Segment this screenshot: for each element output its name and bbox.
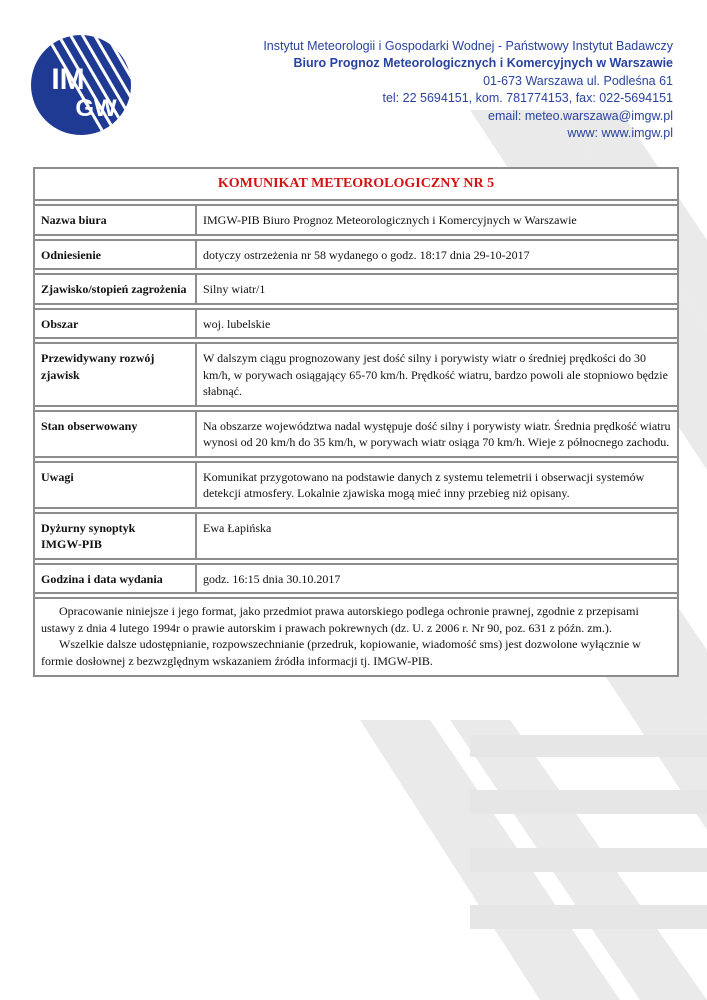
row-value: IMGW-PIB Biuro Prognoz Meteorologicznych i Komercyjnych w Warszawie — [203, 213, 577, 227]
row-label: Godzina i data wydania — [41, 571, 163, 586]
row-value: Komunikat przygotowano na podstawie danych z systemu telemetrii i obserwacji systemów detekcji atmosfery. Lokalnie zjawiska mogą mieć inny przebieg niż opisany. — [203, 469, 645, 500]
communique-table — [35, 169, 677, 594]
institute-header — [263, 38, 673, 142]
row-value: dotyczy ostrzeżenia nr 58 wydanego o godz. 18:17 dnia 29-10-2017 — [203, 247, 530, 262]
table-row — [35, 411, 677, 457]
row-value: Ewa Łapińska — [203, 520, 272, 535]
phone-line: tel: 22 5694151, kom. 781774153, fax: 022-5694151 — [382, 91, 673, 106]
row-label: Obszar — [41, 316, 79, 331]
bureau-name: Biuro Prognoz Meteorologicznych i Komercyjnych w Warszawie — [293, 56, 673, 71]
row-label: Uwagi — [41, 469, 74, 484]
row-label: Przewidywany rozwój zjawisk — [41, 351, 155, 382]
row-label: Dyżurny synoptyk IMGW-PIB — [41, 520, 136, 551]
communique-title: KOMUNIKAT METEOROLOGICZNY NR 5 — [35, 169, 677, 200]
table-row — [35, 462, 677, 508]
table-row — [35, 564, 677, 594]
row-value: Na obszarze województwa nadal występuje dość silny i porywisty wiatr. Średnia prędkość wiatru wynosi od 20 km/h do 35 km/h, w porywach wiatr osiąga 70 km/h. Wieje z północnego zachodu. — [203, 418, 671, 449]
copyright-notice — [35, 597, 677, 675]
copyright-paragraph: Opracowanie niniejsze i jego format, jako przedmiot prawa autorskiego podlega ochronie prawnej, zgodnie z przepisami ustawy z dnia 4 lutego 1994r o prawie autorskim i prawach pokrewnych (dz. U. z 2006 r. Nr 90, poz. 631 z późn. zm.). — [41, 604, 639, 635]
row-value: godz. 16:15 dnia 30.10.2017 — [203, 571, 341, 586]
website-line[interactable]: www: www.imgw.pl — [567, 126, 673, 141]
svg-text:GW: GW — [75, 95, 117, 122]
redistribution-paragraph: Wszelkie dalsze udostępnianie, rozpowszechnianie (przedruk, kopiowanie, wiadomość sms) jest dozwolone wyłącznie w formie dosłownej z bezwzględnym wskazaniem źródła informacji tj. IMGW-PIB. — [41, 637, 641, 668]
row-value: woj. lubelskie — [203, 316, 271, 331]
table-row — [35, 513, 677, 559]
row-value: W dalszym ciągu prognozowany jest dość silny i porywisty wiatr o średniej prędkości do 30 km/h, w porywach osiągający 65-70 km/h. Prędkość wiatru, bardzo powoli ale stopniowo będzie słabnąć. — [203, 351, 668, 398]
institute-name: Instytut Meteorologii i Gospodarki Wodnej - Państwowy Instytut Badawczy — [263, 39, 673, 53]
imgw-logo — [30, 34, 132, 136]
table-row — [35, 274, 677, 304]
row-label: Odniesienie — [41, 247, 102, 262]
table-row — [35, 240, 677, 270]
table-row — [35, 205, 677, 235]
svg-text:IM: IM — [51, 63, 85, 96]
row-label: Zjawisko/stopień zagrożenia — [41, 282, 187, 296]
row-label: Nazwa biura — [41, 213, 107, 227]
communique-box — [33, 167, 679, 677]
row-value: Silny wiatr/1 — [203, 282, 266, 296]
row-label: Stan obserwowany — [41, 418, 138, 433]
table-row — [35, 343, 677, 406]
email-line[interactable]: email: meteo.warszawa@imgw.pl — [488, 108, 673, 123]
address: 01-673 Warszawa ul. Podleśna 61 — [483, 73, 673, 88]
table-row — [35, 309, 677, 339]
